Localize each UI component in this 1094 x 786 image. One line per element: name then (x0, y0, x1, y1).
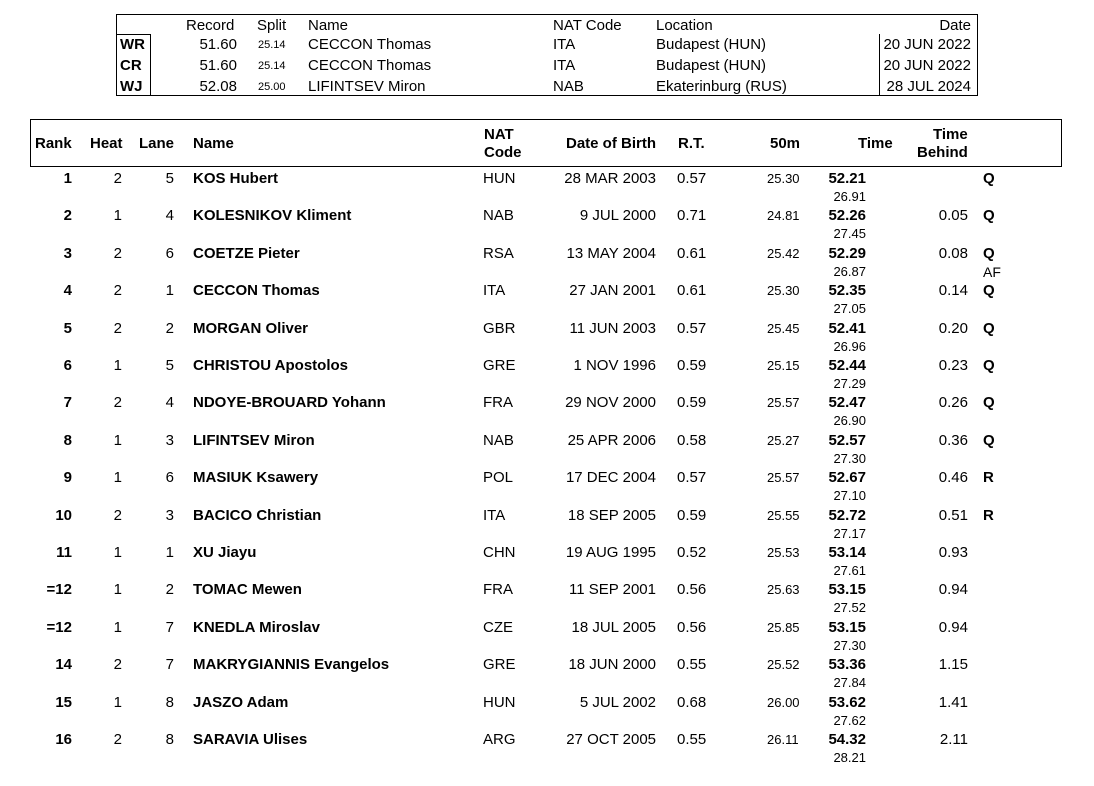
time-behind: 0.51 (938, 507, 968, 524)
record-type: CR (120, 57, 142, 74)
result-row (0, 656, 1094, 693)
lane: 2 (165, 320, 174, 337)
heat: 2 (113, 320, 122, 337)
heat: 2 (113, 170, 122, 187)
header-dob: Date of Birth (566, 135, 656, 152)
records-header-location: Location (656, 17, 713, 34)
rank: 8 (63, 432, 72, 449)
header-behind-line2: Behind (917, 144, 968, 161)
split-second-50m: 27.62 (833, 713, 866, 728)
heat: 1 (113, 581, 122, 598)
record-split: 25.00 (258, 81, 286, 93)
split-second-50m: 27.17 (833, 526, 866, 541)
split-50m: 25.30 (767, 283, 800, 298)
nat-code: NAB (483, 207, 514, 224)
split-50m: 25.53 (767, 545, 800, 560)
qualification-note: AF (983, 264, 1001, 280)
result-row (0, 581, 1094, 618)
split-50m: 25.57 (767, 395, 800, 410)
header-50m: 50m (770, 135, 801, 152)
lane: 7 (165, 619, 174, 636)
split-50m: 25.57 (767, 470, 800, 485)
final-time: 52.29 (828, 245, 866, 262)
final-time: 52.35 (828, 282, 866, 299)
date-of-birth: 11 JUN 2003 (569, 320, 656, 337)
split-50m: 25.45 (767, 321, 800, 336)
athlete-name: MAKRYGIANNIS Evangelos (193, 656, 390, 673)
split-second-50m: 27.52 (833, 600, 866, 615)
record-split: 25.14 (258, 39, 286, 51)
results-header (30, 119, 1062, 167)
time-behind: 0.23 (938, 357, 968, 374)
date-of-birth: 18 JUN 2000 (568, 656, 656, 673)
reaction-time: 0.58 (677, 432, 707, 449)
split-second-50m: 27.84 (833, 675, 866, 690)
final-time: 52.26 (828, 207, 866, 224)
nat-code: GRE (483, 357, 516, 374)
result-row (0, 394, 1094, 431)
split-second-50m: 27.30 (833, 638, 866, 653)
record-name: CECCON Thomas (308, 57, 432, 74)
split-second-50m: 26.96 (833, 339, 866, 354)
split-50m: 25.55 (767, 508, 800, 523)
record-date: 20 JUN 2022 (883, 57, 971, 74)
time-behind: 0.20 (938, 320, 968, 337)
split-second-50m: 26.90 (833, 413, 866, 428)
rank: =12 (46, 619, 72, 636)
record-value: 51.60 (199, 36, 237, 53)
lane: 7 (165, 656, 174, 673)
nat-code: FRA (483, 394, 513, 411)
heat: 2 (113, 282, 122, 299)
athlete-name: KOLESNIKOV Kliment (193, 207, 352, 224)
record-row (117, 35, 977, 55)
split-50m: 25.85 (767, 620, 800, 635)
lane: 5 (165, 170, 174, 187)
split-second-50m: 26.87 (833, 264, 866, 279)
reaction-time: 0.57 (677, 469, 707, 486)
nat-code: ARG (483, 731, 516, 748)
reaction-time: 0.59 (677, 357, 707, 374)
lane: 6 (165, 245, 174, 262)
rank: 4 (63, 282, 72, 299)
records-header-record: Record (186, 17, 235, 34)
split-second-50m: 27.61 (833, 563, 866, 578)
header-behind-line1: Time (933, 126, 968, 143)
time-behind: 0.05 (938, 207, 968, 224)
time-behind: 0.08 (938, 245, 968, 262)
reaction-time: 0.57 (677, 320, 707, 337)
reaction-time: 0.52 (677, 544, 707, 561)
date-of-birth: 19 AUG 1995 (565, 544, 656, 561)
reaction-time: 0.57 (677, 170, 707, 187)
reaction-time: 0.61 (677, 282, 707, 299)
qualification-mark: Q (983, 245, 995, 262)
split-50m: 25.52 (767, 657, 800, 672)
reaction-time: 0.55 (677, 656, 707, 673)
reaction-time: 0.71 (677, 207, 707, 224)
date-of-birth: 11 SEP 2001 (568, 581, 656, 598)
header-name: Name (193, 135, 234, 152)
header-lane: Lane (139, 135, 175, 152)
date-of-birth: 29 NOV 2000 (565, 394, 656, 411)
qualification-mark: Q (983, 170, 995, 187)
result-row (0, 619, 1094, 656)
final-time: 52.57 (828, 432, 866, 449)
nat-code: RSA (483, 245, 514, 262)
rank: 3 (63, 245, 72, 262)
athlete-name: SARAVIA Ulises (193, 731, 308, 748)
nat-code: CZE (483, 619, 513, 636)
final-time: 53.15 (828, 619, 866, 636)
rank: 5 (63, 320, 72, 337)
date-of-birth: 9 JUL 2000 (579, 207, 656, 224)
split-second-50m: 27.29 (833, 376, 866, 391)
rank: 6 (63, 357, 72, 374)
record-name: CECCON Thomas (308, 36, 432, 53)
rank: 14 (55, 656, 72, 673)
athlete-name: BACICO Christian (193, 507, 322, 524)
lane: 8 (165, 694, 174, 711)
rank: 15 (55, 694, 72, 711)
reaction-time: 0.68 (677, 694, 707, 711)
qualification-mark: Q (983, 357, 995, 374)
time-behind: 0.14 (938, 282, 968, 299)
split-second-50m: 27.45 (833, 226, 866, 241)
record-nat: NAB (553, 78, 584, 95)
rank: =12 (46, 581, 72, 598)
lane: 6 (165, 469, 174, 486)
rank: 16 (55, 731, 72, 748)
nat-code: HUN (483, 694, 516, 711)
qualification-mark: R (983, 469, 994, 486)
athlete-name: JASZO Adam (193, 694, 289, 711)
split-50m: 24.81 (767, 208, 800, 223)
time-behind: 0.36 (938, 432, 968, 449)
nat-code: ITA (483, 282, 506, 299)
result-row (0, 507, 1094, 544)
split-50m: 25.30 (767, 171, 800, 186)
athlete-name: KNEDLA Miroslav (193, 619, 320, 636)
split-50m: 26.11 (767, 732, 799, 747)
date-of-birth: 25 APR 2006 (567, 432, 656, 449)
record-row (117, 77, 977, 97)
result-row (0, 731, 1094, 768)
athlete-name: MORGAN Oliver (193, 320, 309, 337)
heat: 1 (113, 432, 122, 449)
record-location: Budapest (HUN) (656, 57, 767, 74)
result-row (0, 245, 1094, 282)
header-rank: Rank (35, 135, 72, 152)
athlete-name: CECCON Thomas (193, 282, 320, 299)
record-type: WJ (120, 78, 143, 95)
heat: 1 (113, 469, 122, 486)
lane: 8 (165, 731, 174, 748)
reaction-time: 0.56 (677, 581, 707, 598)
lane: 3 (165, 432, 174, 449)
split-second-50m: 27.05 (833, 301, 866, 316)
rank: 11 (56, 544, 72, 561)
time-behind: 1.41 (938, 694, 968, 711)
record-location: Budapest (HUN) (656, 36, 767, 53)
heat: 1 (113, 694, 122, 711)
date-of-birth: 28 MAR 2003 (564, 170, 656, 187)
time-behind: 0.93 (938, 544, 968, 561)
heat: 1 (113, 544, 122, 561)
records-header-name: Name (308, 17, 349, 34)
heat: 2 (113, 656, 122, 673)
rank: 1 (63, 170, 72, 187)
result-row (0, 694, 1094, 731)
nat-code: GRE (483, 656, 516, 673)
record-location: Ekaterinburg (RUS) (656, 78, 787, 95)
final-time: 53.36 (828, 656, 866, 673)
athlete-name: COETZE Pieter (193, 245, 300, 262)
final-time: 53.62 (828, 694, 866, 711)
reaction-time: 0.59 (677, 507, 707, 524)
records-table (116, 14, 978, 96)
header-heat: Heat (90, 135, 123, 152)
time-behind: 0.46 (938, 469, 968, 486)
header-nat-line1: NAT (484, 126, 514, 143)
athlete-name: KOS Hubert (193, 170, 279, 187)
heat: 2 (113, 245, 122, 262)
heat: 2 (113, 507, 122, 524)
rank: 10 (55, 507, 72, 524)
time-behind: 0.94 (938, 619, 968, 636)
nat-code: FRA (483, 581, 513, 598)
final-time: 53.15 (828, 581, 866, 598)
lane: 5 (165, 357, 174, 374)
record-type: WR (120, 36, 145, 53)
records-header-nat-code: NAT Code (553, 17, 622, 34)
final-time: 54.32 (828, 731, 866, 748)
lane: 1 (165, 544, 174, 561)
records-header-split: Split (257, 17, 287, 34)
qualification-mark: Q (983, 282, 995, 299)
date-of-birth: 13 MAY 2004 (566, 245, 656, 262)
athlete-name: TOMAC Mewen (193, 581, 302, 598)
athlete-name: NDOYE-BROUARD Yohann (193, 394, 386, 411)
date-of-birth: 17 DEC 2004 (565, 469, 656, 486)
split-50m: 25.63 (767, 582, 800, 597)
header-time: Time (858, 135, 893, 152)
final-time: 52.47 (828, 394, 866, 411)
date-of-birth: 27 OCT 2005 (566, 731, 656, 748)
qualification-mark: Q (983, 432, 995, 449)
header-rt: R.T. (678, 135, 705, 152)
reaction-time: 0.59 (677, 394, 707, 411)
split-50m: 25.42 (767, 246, 800, 261)
nat-code: POL (483, 469, 514, 486)
rank: 9 (63, 469, 72, 486)
record-name: LIFINTSEV Miron (308, 78, 426, 95)
nat-code: ITA (483, 507, 506, 524)
final-time: 52.41 (828, 320, 866, 337)
record-nat: ITA (553, 57, 576, 74)
record-date: 28 JUL 2024 (886, 78, 971, 95)
result-row (0, 207, 1094, 244)
nat-code: HUN (483, 170, 516, 187)
result-row (0, 170, 1094, 207)
reaction-time: 0.56 (677, 619, 707, 636)
split-50m: 25.15 (767, 358, 800, 373)
final-time: 53.14 (828, 544, 866, 561)
date-of-birth: 5 JUL 2002 (579, 694, 656, 711)
final-time: 52.21 (828, 170, 866, 187)
athlete-name: LIFINTSEV Miron (193, 432, 315, 449)
record-date: 20 JUN 2022 (883, 36, 971, 53)
result-row (0, 282, 1094, 319)
record-split: 25.14 (258, 60, 286, 72)
result-row (0, 432, 1094, 469)
time-behind: 0.94 (938, 581, 968, 598)
heat: 1 (113, 207, 122, 224)
final-time: 52.67 (828, 469, 866, 486)
athlete-name: MASIUK Ksawery (193, 469, 319, 486)
final-time: 52.72 (828, 507, 866, 524)
athlete-name: CHRISTOU Apostolos (193, 357, 349, 374)
record-value: 51.60 (199, 57, 237, 74)
qualification-mark: R (983, 507, 994, 524)
nat-code: GBR (483, 320, 516, 337)
qualification-mark: Q (983, 394, 995, 411)
nat-code: CHN (483, 544, 516, 561)
final-time: 52.44 (828, 357, 866, 374)
split-50m: 25.27 (767, 433, 800, 448)
result-row (0, 320, 1094, 357)
qualification-mark: Q (983, 207, 995, 224)
split-second-50m: 28.21 (833, 750, 866, 765)
split-second-50m: 26.91 (833, 189, 866, 204)
split-second-50m: 27.10 (833, 488, 866, 503)
result-row (0, 469, 1094, 506)
lane: 4 (165, 207, 174, 224)
record-row (117, 56, 977, 76)
record-value: 52.08 (199, 78, 237, 95)
date-of-birth: 18 SEP 2005 (567, 507, 656, 524)
split-50m: 26.00 (767, 695, 800, 710)
heat: 1 (113, 357, 122, 374)
qualification-mark: Q (983, 320, 995, 337)
rank: 2 (63, 207, 72, 224)
time-behind: 0.26 (938, 394, 968, 411)
nat-code: NAB (483, 432, 514, 449)
reaction-time: 0.61 (677, 245, 707, 262)
time-behind: 2.11 (939, 731, 968, 748)
split-second-50m: 27.30 (833, 451, 866, 466)
lane: 2 (165, 581, 174, 598)
heat: 2 (113, 731, 122, 748)
result-row (0, 544, 1094, 581)
date-of-birth: 18 JUL 2005 (571, 619, 656, 636)
records-header-date: Date (939, 17, 971, 34)
reaction-time: 0.55 (677, 731, 707, 748)
lane: 4 (165, 394, 174, 411)
time-behind: 1.15 (938, 656, 968, 673)
rank: 7 (63, 394, 72, 411)
lane: 1 (165, 282, 174, 299)
record-nat: ITA (553, 36, 576, 53)
date-of-birth: 1 NOV 1996 (573, 357, 656, 374)
heat: 1 (113, 619, 122, 636)
date-of-birth: 27 JAN 2001 (569, 282, 656, 299)
result-row (0, 357, 1094, 394)
heat: 2 (113, 394, 122, 411)
header-nat-line2: Code (484, 144, 522, 161)
athlete-name: XU Jiayu (193, 544, 257, 561)
lane: 3 (165, 507, 174, 524)
